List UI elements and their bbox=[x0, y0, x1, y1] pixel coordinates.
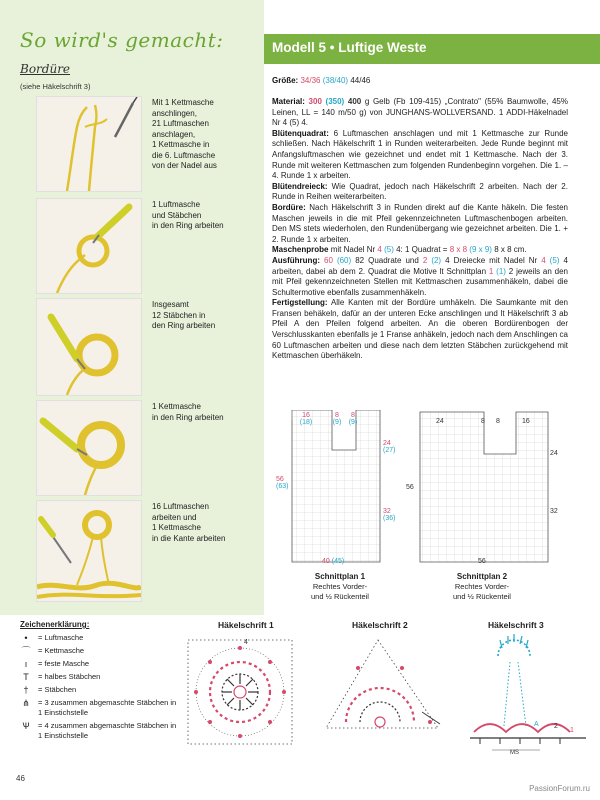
plan1-right-32: 32 (36) bbox=[383, 508, 396, 522]
single-crochet-icon: ı bbox=[24, 659, 28, 669]
plan1-caption: Schnittplan 1 Rechtes Vorder- und ½ Rückenteil bbox=[311, 572, 369, 601]
legend-row: • = Luftmasche bbox=[20, 633, 180, 643]
repeat-label: MS bbox=[510, 750, 519, 754]
slip-stitch-icon: ⌒ bbox=[21, 646, 31, 656]
plan1-left-56: 56 (63) bbox=[276, 476, 289, 490]
plan2-top-8a: 8 bbox=[481, 418, 485, 425]
plan2-bottom-56: 56 bbox=[478, 558, 486, 565]
legend-row: ⌒ = Kettmasche bbox=[21, 646, 85, 656]
round-label: 4 bbox=[244, 639, 248, 646]
step-photo-5 bbox=[36, 500, 142, 602]
material-paragraph: Material: 300 (350) 400 g Gelb (Fb 109-415) „Contrato" (55% Baumwolle, 45% Leinen, LL = 140 m/50 g) von JUNGHANS-WOLLVERSAND. 1 ADDI-Häkelnadel Nr 4 (5) 4. Blütenquadrat: 6 Luftmaschen anschlagen und mit 1 Kettmasche zur Runde schließen. Nach Häkelschrift 1 in Runden weiterarbeiten. Jede Runde beginnt mit Anfangsluftmaschen wie gezeichnet und endet mit 1 Kettmasche. Nach der 3. Runde mit weiteren Kettmaschen zum folgenden Rundenbeginn vorgehen. Die 1. – 4. Runde 1 x arbeiten. Blütendreieck: Wie Quadrat, jedoch nach Häkelschrift 2 arbeiten. Nach der 2. Runde in Reihen weiterarbeiten. Bordüre: Nach Häkelschrift 3 in Runden direkt auf die Kante häkeln. Die festen Maschen jeweils in die mit Pfeil gekennzeichneten Luftmaschenbogen arbeiten. Den MS stets wiederholen, den Rundenübergang wie gezeichnet arbeiten. Die 1. + 2. Runde 1 x arbeiten. Maschenprobe mit Nadel Nr 4 (5) 4: 1 Quadrat = 8 x 8 (9 x 9) 8 x 8 cm. Ausführung: 60 (60) 82 Quadrate und 2 (2) 4 Dreiecke mit Nadel Nr 4 (5) 4 arbeiten, dabei ab dem 2. Quadrat die Motive lt Schnittplan 1 (1) 2 jeweils an den mit Pfeil gekennzeichneten Stellen mit Kettmaschen zusammenhäkeln, dabei die Schultermotive ebenfalls zusammenhäkeln. Fertigstellung: Alle Kanten mit der Bordüre umhäkeln. Die Saumkante mit den Fransen behäkeln, dafür an der unteren Ecke anschlingen und lt Häkelschrift 3 ab Pfeil A den Pfeilen folgend arbeiten. An die oberen Bordürenbogen der Verschlusskanten ebenfalls je 1 Franse anhäkeln, jedoch nach dem Anschlingen ca 60 Luftmaschen arbeiten und diese nach dem letzten Stäbchen zurückgehend mit Kettmaschen überhäkeln. bbox=[272, 97, 569, 361]
half-double-icon: T bbox=[23, 672, 29, 682]
plan1-top-16: 16 (18) bbox=[299, 412, 313, 426]
legend-row: ⋔ = 3 zusammen abgemaschte Stäbchen in 1 Einstichstelle bbox=[20, 698, 180, 718]
plan2-right-32: 32 bbox=[550, 508, 558, 515]
legend-title: Zeichenerklärung: bbox=[20, 620, 90, 629]
plan1-top-8a: 8 (9) bbox=[332, 412, 342, 426]
plan1-right-24: 24 (27) bbox=[383, 440, 396, 454]
sidebar-subtitle: Bordüre bbox=[20, 62, 71, 76]
round-2-label: 2 bbox=[554, 723, 558, 730]
crochet-chart-3 bbox=[470, 632, 590, 754]
plan2-top-16: 16 bbox=[522, 418, 530, 425]
diagram-2-title: Häkelschrift 2 bbox=[352, 620, 408, 630]
step-text-3: Insgesamt 12 Stäbchen in den Ring arbeiten bbox=[152, 300, 216, 330]
legend-row: T = halbes Stäbchen bbox=[20, 672, 180, 682]
diagram-1-title: Häkelschrift 1 bbox=[218, 620, 274, 630]
step-text-2: 1 Luftmasche und Stäbchen in den Ring arbeiten bbox=[152, 200, 224, 230]
plan2-caption: Schnittplan 2 Rechtes Vorder- und ½ Rückenteil bbox=[453, 572, 511, 601]
legend-row: Ѱ = 4 zusammen abgemaschte Stäbchen in 1 Einstichstelle bbox=[20, 721, 180, 741]
model-title: Modell 5 • Luftige Weste bbox=[272, 40, 427, 55]
step-photo-1 bbox=[36, 96, 142, 192]
step-text-1: Mit 1 Kettmasche anschlingen, 21 Luftmaschen anschlagen, 1 Kettmasche in die 6. Luftmasche von der Nadel aus bbox=[152, 98, 217, 170]
plan2-top-8b: 8 bbox=[496, 418, 500, 425]
crochet-chart-1 bbox=[180, 632, 300, 754]
plan1-bottom-40: 40 (45) bbox=[322, 558, 345, 565]
page-number: 46 bbox=[16, 774, 25, 783]
symbol-legend bbox=[20, 620, 180, 744]
legend-row: † = Stäbchen bbox=[20, 685, 180, 695]
arrow-a-label: A bbox=[534, 721, 539, 728]
step-text-5: 16 Luftmaschen arbeiten und 1 Kettmasche in die Kante arbeiten bbox=[152, 502, 226, 543]
plan2-left-56: 56 bbox=[406, 484, 414, 491]
plan2-right-24: 24 bbox=[550, 450, 558, 457]
watermark: PassionForum.ru bbox=[529, 784, 590, 793]
double-crochet-icon: † bbox=[23, 685, 29, 695]
plan1-top-8b: 8 (9) bbox=[348, 412, 358, 426]
step-text-4: 1 Kettmasche in den Ring arbeiten bbox=[152, 402, 224, 422]
cluster-3-icon: ⋔ bbox=[22, 698, 30, 708]
legend-row: ı = feste Masche bbox=[20, 659, 180, 669]
round-1-label: 1 bbox=[570, 727, 574, 734]
diagram-3-title: Häkelschrift 3 bbox=[488, 620, 544, 630]
size-line: Größe: 34/36 (38/40) 44/46 bbox=[272, 76, 371, 85]
step-photo-2 bbox=[36, 198, 142, 294]
schnittplan-2 bbox=[414, 410, 564, 570]
schnittplan-1 bbox=[272, 410, 412, 580]
crochet-chart-2 bbox=[318, 632, 448, 742]
step-photo-4 bbox=[36, 400, 142, 496]
sidebar-note: (siehe Häkelschrift 3) bbox=[20, 82, 91, 91]
cluster-4-icon: Ѱ bbox=[22, 721, 30, 731]
chain-stitch-icon: • bbox=[24, 633, 28, 643]
step-photo-3 bbox=[36, 298, 142, 396]
sidebar-title: So wird's gemacht: bbox=[20, 28, 224, 52]
plan2-top-24: 24 bbox=[436, 418, 444, 425]
